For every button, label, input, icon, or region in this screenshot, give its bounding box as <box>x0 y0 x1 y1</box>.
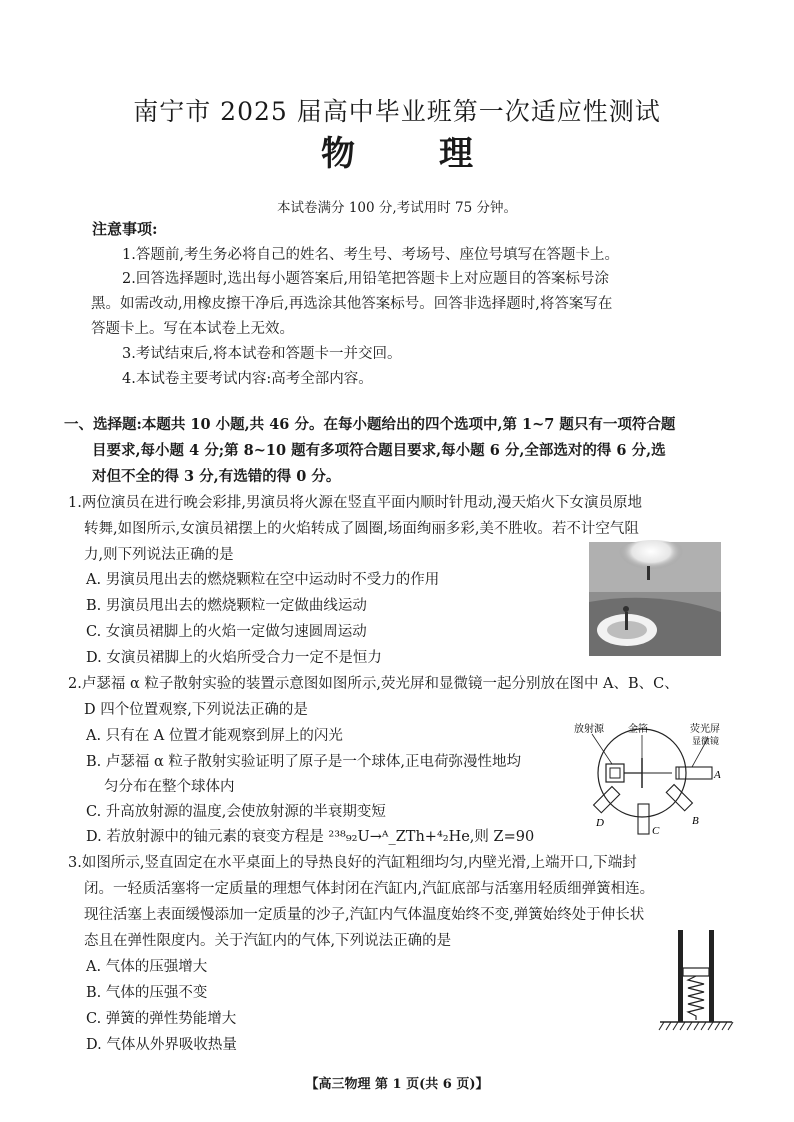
q3-option-b: B. 气体的压强不变 <box>86 985 208 1001</box>
q3-option-d: D. 气体从外界吸收热量 <box>86 1037 237 1053</box>
q3-stem-1: 3.如图所示,竖直固定在水平桌面上的导热良好的汽缸粗细均匀,内壁光滑,上端开口,下端封 <box>68 855 637 871</box>
subject-title <box>0 126 794 175</box>
fig-label-c: C <box>652 825 660 837</box>
q3-stem-4: 态且在弹性限度内。关于汽缸内的气体,下列说法正确的是 <box>84 933 452 949</box>
fig-label-a: A <box>714 769 721 781</box>
notice-item-1: 1.答题前,考生务必将自己的姓名、考生号、考场号、座位号填写在答题卡上。 <box>122 247 619 263</box>
subject-char-1: 物 <box>321 134 355 174</box>
fig-scope-label: 显微镜 <box>692 736 720 746</box>
q1-stem-3: 力,则下列说法正确的是 <box>84 547 234 563</box>
q1-option-c: C. 女演员裙脚上的火焰一定做匀速圆周运动 <box>86 624 367 640</box>
q2-option-b: B. 卢瑟福 α 粒子散射实验证明了原子是一个球体,正电荷弥漫性地均 <box>86 754 521 770</box>
page-footer: 【高三物理 第 1 页(共 6 页)】 <box>305 1077 489 1092</box>
q2-option-c: C. 升高放射源的温度,会使放射源的半衰期变短 <box>86 804 386 820</box>
fig-screen-label: 荧光屏 <box>690 724 720 735</box>
section-1-intro-3: 对但不全的得 3 分,有选错的得 0 分。 <box>92 468 341 485</box>
notice-item-3: 3.考试结束后,将本试卷和答题卡一并交回。 <box>122 346 402 362</box>
q2-stem-1: 2.卢瑟福 α 粒子散射实验的装置示意图如图所示,荧光屏和显微镜一起分别放在图中 A、B、C、 <box>68 676 679 692</box>
notice-item-4: 4.本试卷主要考试内容:高考全部内容。 <box>122 371 373 387</box>
section-1-intro-2: 目要求,每小题 4 分;第 8~10 题有多项符合题目要求,每小题 6 分,全部选对的得 6 分,选 <box>92 442 666 459</box>
q2-option-a: A. 只有在 A 位置才能观察到屏上的闪光 <box>86 728 343 744</box>
q3-option-a: A. 气体的压强增大 <box>86 959 208 975</box>
fig-source-label: 放射源 <box>574 724 604 735</box>
q1-stem-1: 1.两位演员在进行晚会彩排,男演员将火源在竖直平面内顺时针甩动,漫天焰火下女演员原地 <box>68 495 643 511</box>
notice-heading: 注意事项: <box>92 220 158 238</box>
q3-stem-3: 现往活塞上表面缓慢添加一定质量的沙子,汽缸内气体温度始终不变,弹簧始终处于伸长状 <box>84 907 645 923</box>
q3-option-c: C. 弹簧的弹性势能增大 <box>86 1011 237 1027</box>
subject-char-2: 理 <box>439 134 473 174</box>
notice-item-2-cont: 黑。如需改动,用橡皮擦干净后,再选涂其他答案标号。回答非选择题时,将答案写在 <box>91 296 613 312</box>
q1-option-d: D. 女演员裙脚上的火焰所受合力一定不是恒力 <box>86 650 382 666</box>
q2-option-d: D. 若放射源中的铀元素的衰变方程是 ²³⁸₉₂U→ᴬ_ZTh+⁴₂He,则 Z=90 <box>86 829 535 845</box>
q2-scattering-diagram <box>574 718 740 842</box>
fig-label-b: B <box>692 815 699 827</box>
fig-foil-label: 金箔 <box>628 724 648 735</box>
notice-item-2-cont2: 答题卡上。写在本试卷上无效。 <box>91 321 294 337</box>
q1-option-b: B. 男演员甩出去的燃烧颗粒一定做曲线运动 <box>86 598 367 614</box>
q1-performance-photo <box>589 542 721 656</box>
q2-option-b-cont: 匀分布在整个球体内 <box>104 779 235 795</box>
fig-label-d: D <box>596 817 604 829</box>
exam-title: 南宁市 2025 届高中毕业班第一次适应性测试 <box>133 97 661 126</box>
q1-option-a: A. 男演员甩出去的燃烧颗粒在空中运动时不受力的作用 <box>86 572 440 588</box>
section-1-intro: 一、选择题:本题共 10 小题,共 46 分。在每小题给出的四个选项中,第 1~7 题只有一项符合题 <box>64 416 676 433</box>
exam-meta: 本试卷满分 100 分,考试用时 75 分钟。 <box>277 200 517 216</box>
q3-cylinder-diagram <box>658 928 734 1032</box>
notice-item-2: 2.回答选择题时,选出每小题答案后,用铅笔把答题卡上对应题目的答案标号涂 <box>122 271 610 287</box>
q1-stem-2: 转舞,如图所示,女演员裙摆上的火焰转成了圆圈,场面绚丽多彩,美不胜收。若不计空气阻 <box>84 521 639 537</box>
q3-stem-2: 闭。一轻质活塞将一定质量的理想气体封闭在汽缸内,汽缸底部与活塞用轻质细弹簧相连。 <box>84 881 655 897</box>
q2-stem-2: D 四个位置观察,下列说法正确的是 <box>84 702 308 718</box>
